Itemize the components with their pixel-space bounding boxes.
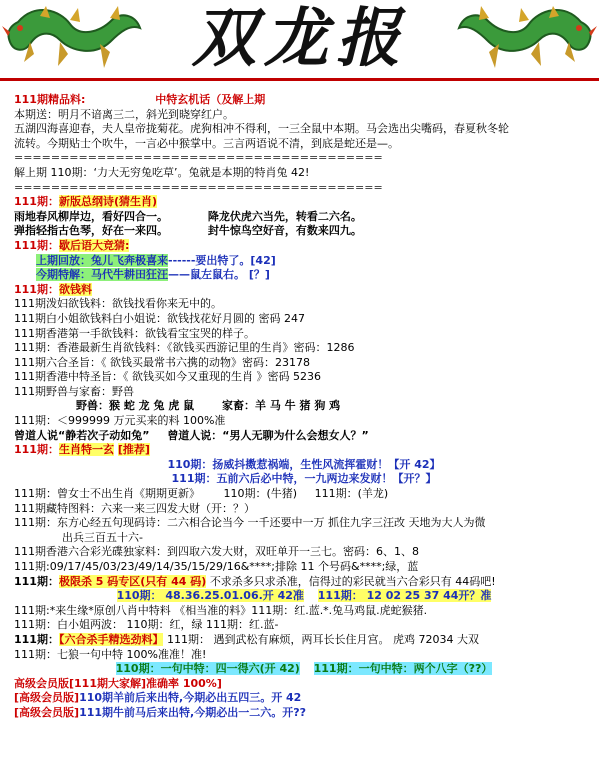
section-heading: 111期：欲钱料 [14,282,92,296]
text-line: 111期:*来生缘*原创八肖中特料 《相当准的料》111期：红.蓝.*.兔马鸡鼠.虎蛇猴猪. [14,603,428,617]
section-heading: 111期：新版总纲诗(猜生肖) [14,195,158,209]
text-line: 111期：极限杀 5 码专区(只有 44 码) 不求杀多只求杀准，信得过的彩民就当六合彩只有 44码吧! [14,574,496,588]
text-line: 110期： 48.36.25.01.06.开 42准 111期： 12 02 25 37 44开？准 [116,589,492,603]
text-line: 111期香港中特圣旨：《 欲钱买如今又重现的生肖 》密码 5236 [14,370,321,384]
text-line: 111期：七狼一句中特 100%准准！准! [14,647,207,661]
text-line: 曾道人说“静若次子动如兔” 曾道人说：“男人无聊为什么会想女人？” [14,428,369,442]
text-line: 111期香港第一手欲钱料：欲钱看宝宝哭的样子。 [14,326,255,340]
header-banner [0,0,599,92]
text-line: 111期：东方心经五句现码诗：二六相合论当今 一千还要中一万 抓住九字三汪改 天地为大人为微 [14,516,486,530]
dragon-right-icon [449,2,599,74]
separator: ======================================== [14,151,383,165]
text-line: 上期回放：兔儿飞奔极喜来------要出特了。[42] [36,253,276,267]
header-rule [0,78,599,81]
text-line: 111期：香港最新生肖欲钱料：《欲钱买西游记里的生肖》密码：1286 [14,341,355,355]
text-line: 高级会员版[111期大家解]准确率 100%] [14,676,222,690]
text-line: 111期：曾女士不出生肖《期期更新》 110期：(牛猪) 111期：(羊龙) [14,487,389,501]
text-line: 弹指轻指古色琴，好在一来四。 封牛惊鸟空好音，有数来四九。 [14,224,362,238]
text-line: 111期香港六合彩光碟独家料：到四取六发大财，双旺单开一三七。密码：6、1、8 [14,545,419,559]
text-line: 雨地春风柳岸边，看好四合一。 降龙伏虎六当先，转看二六名。 [14,209,362,223]
text-line: 111期：＜999999 万元买来的料 100%准 [14,414,226,428]
section-heading: 111期：生肖特一玄 [推荐] [14,443,150,457]
page-title: 双龙报 [192,1,408,76]
text-line: 111期六合圣旨：《 欲钱买最常书六携的动物》密码：23178 [14,355,310,369]
text-line: 111期:09/17/45/03/23/49/14/35/15/29/16&****;排除 11 个号码&****;绿，蓝 [14,560,419,573]
text-line: [高级会员版]110期羊前后来出特,今期必出五四三。开 42 [14,691,302,705]
text-line: 111期野兽与家畜：野兽 [14,384,134,398]
text-line: [高级会员版]111期牛前马后来出特,今期必出一二六。开?? [14,705,306,719]
text-line: 本期送：明月不谙离三二，斜光到晓穿红户。 [14,107,234,121]
separator: ======================================== [14,180,383,194]
text-line: 111期白小姐欲钱料白小姐说：欲钱找花好月圆的 密码 247 [14,311,305,325]
text-line: 111期：【六合杀手精选劲料】 111期： 遇到武松有麻烦，两耳长长住月宫。 虎鸡 72034 大双 [14,632,479,646]
text-line: 出兵三百五十六- [62,530,143,544]
text-line: 今期特解：马代牛耕田狂汪——鼠左鼠右。 [？] [36,268,270,282]
text-line: 流转。今期贴士个吹牛，一言必中猴掌中。三言两语说不清，到底是蛇还是—。 [14,136,399,150]
text-line: 五湖四海喜迎春，夫人皇帝拢菊花。虎狗相冲不得利，一三全鼠中本期。马会选出尖嘴码，春夏秋冬轮 [14,122,509,136]
text-line: 111期藏特图料：六来一来三四发大财（开：？） [14,501,255,515]
text-line: 111期：五前六后必中特，一九两边来发财！【开？】 [171,472,437,486]
text-line: 野兽：猴 蛇 龙 兔 虎 鼠 家畜：羊 马 牛 猪 狗 鸡 [76,399,341,413]
text-line: 110期：扬威抖擞惹祸端，生性风流挥霍财！【开 42】 [167,457,441,471]
dragon-left-icon [0,2,150,74]
section-heading: 111期：歇后语大竞猜: [14,238,130,252]
text-line: 解上期 110期：‘力大无穷兔吃草’。兔就是本期的特肖兔 42! [14,165,310,179]
article-body [14,93,594,721]
text-line: 110期：一句中特：四一得六(开 42) 111期：一句中特：两个八字（??） [115,662,493,676]
text-line: 111期泼妇欲钱料：欲钱找看你来无中的。 [14,297,222,311]
text-line: 111期精品料: 中特玄机话（及解上期 [14,93,266,106]
text-line: 111期：白小姐两波： 110期：红，绿 111期：红.蓝- [14,618,279,632]
